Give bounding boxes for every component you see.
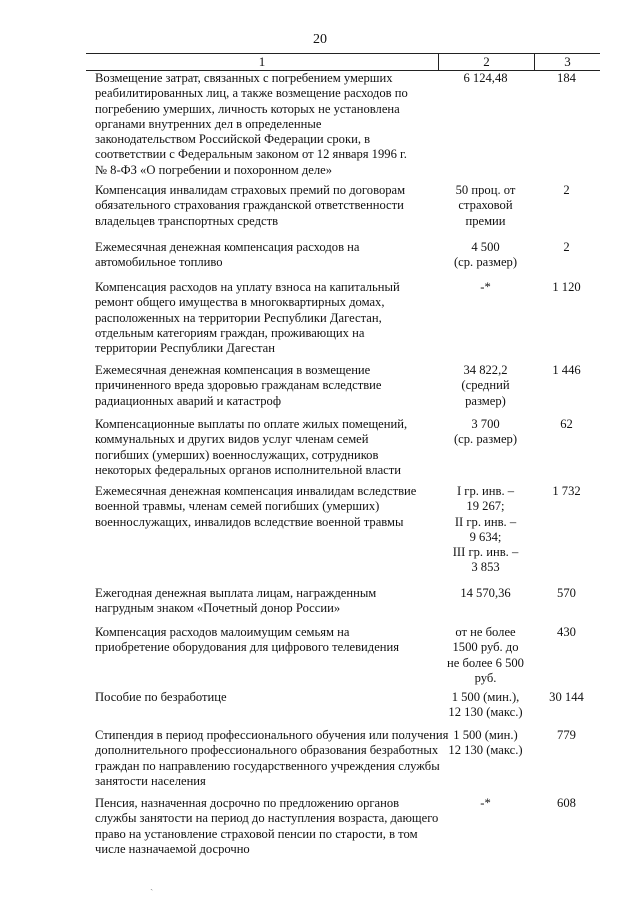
row-description xyxy=(86,240,438,271)
description-line: органами внутренних дел в определенные xyxy=(95,116,322,131)
amount-line: 14 570,36 xyxy=(460,586,511,600)
amount-line: II гр. инв. – xyxy=(454,514,517,529)
amount-line: III гр. инв. – xyxy=(452,545,519,560)
amount-line: (ср. размер) xyxy=(453,255,518,270)
amount-line: 12 130 (макс.) xyxy=(448,743,523,758)
benefits-table xyxy=(86,53,600,856)
description-line: Ежегодная денежная выплата лицам, награжденным xyxy=(95,586,377,600)
description-line: Компенсация инвалидам страховых премий по договорам xyxy=(95,183,406,197)
row-count: 2 xyxy=(563,240,570,254)
row-amount xyxy=(438,484,533,576)
amount-line: страховой xyxy=(458,198,513,213)
description-line: реабилитированных лиц, а также возмещение расходов по xyxy=(95,86,408,101)
table-row xyxy=(86,796,600,857)
table-row xyxy=(86,484,600,576)
page-number: 20 xyxy=(313,32,327,47)
row-count: 1 446 xyxy=(552,363,581,377)
amount-line: 34 822,2 xyxy=(463,363,508,377)
amount-line: 1 500 (мин.) xyxy=(453,728,518,742)
row-description xyxy=(86,183,438,229)
row-count: 1 120 xyxy=(552,280,581,294)
row-count: 1 732 xyxy=(552,484,581,498)
description-line: территории Республики Дагестан xyxy=(95,341,275,356)
description-line: некоторых федеральных органов исполнительной власти xyxy=(95,462,402,477)
description-line: Пенсия, назначенная досрочно по предложению органов xyxy=(95,796,400,810)
description-line: соответствии с Федеральным законом от 12 января 1996 г. xyxy=(95,147,407,162)
amount-line: 1500 руб. до xyxy=(452,640,519,655)
row-description xyxy=(86,728,449,789)
amount-line: от не более xyxy=(455,625,516,639)
table-row xyxy=(86,728,600,789)
row-amount xyxy=(438,586,533,617)
row-description xyxy=(86,690,438,721)
description-line: Компенсация расходов малоимущим семьям на xyxy=(95,625,350,639)
table-row xyxy=(86,71,600,178)
row-amount xyxy=(438,363,533,409)
description-line: Ежемесячная денежная компенсация инвалидам вследствие xyxy=(95,484,417,498)
table-row xyxy=(86,586,600,617)
row-amount xyxy=(438,240,533,271)
description-line: автомобильное топливо xyxy=(95,255,223,270)
row-amount xyxy=(438,417,533,478)
description-line: расположенных на территории Республики Дагестан, xyxy=(95,310,382,325)
row-count: 570 xyxy=(557,586,576,600)
description-line: отдельным категориям граждан, проживающих на xyxy=(95,325,365,340)
description-line: Ежемесячная денежная компенсация расходов на xyxy=(95,240,360,254)
scan-mark: ˏ xyxy=(150,880,154,891)
header-col-1: 1 xyxy=(86,54,439,70)
row-description xyxy=(86,417,438,478)
amount-line: премии xyxy=(465,213,506,228)
row-description xyxy=(86,280,438,356)
table-row xyxy=(86,363,600,409)
row-amount xyxy=(438,625,533,686)
amount-line: (средний xyxy=(461,378,510,393)
header-col-3: 3 xyxy=(564,54,571,69)
description-line: причиненного вреда здоровью гражданам вследствие xyxy=(95,378,382,393)
header-col-2: 2 xyxy=(439,54,535,70)
description-line: Компенсационные выплаты по оплате жилых помещений, xyxy=(95,417,408,431)
row-description xyxy=(86,586,438,617)
row-count: 62 xyxy=(560,417,573,431)
description-line: приобретение оборудования для цифрового телевидения xyxy=(95,640,400,655)
description-line: коммунальных и других видов услуг членам семей xyxy=(95,432,369,447)
row-count: 779 xyxy=(557,728,576,742)
description-line: погребению умерших, личность которых не установлена xyxy=(95,101,400,116)
description-line: владельцев транспортных средств xyxy=(95,213,279,228)
description-line: Стипендия в период профессионального обучения или получения xyxy=(95,728,449,742)
table-row xyxy=(86,280,600,356)
amount-line: 50 проц. от xyxy=(455,183,516,197)
description-line: дополнительного профессионального образования безработных xyxy=(95,743,439,758)
description-line: Возмещение затрат, связанных с погребением умерших xyxy=(95,71,393,85)
row-count: 608 xyxy=(557,796,576,810)
amount-line: -* xyxy=(480,796,491,810)
amount-line: 1 500 (мин.), xyxy=(451,690,520,704)
amount-line: размер) xyxy=(465,393,506,408)
description-line: Пособие по безработице xyxy=(95,690,227,704)
row-amount xyxy=(438,728,533,789)
amount-line: -* xyxy=(480,280,491,294)
row-amount xyxy=(438,280,533,356)
row-count: 30 144 xyxy=(549,690,584,704)
description-line: № 8-ФЗ «О погребении и похоронном деле» xyxy=(95,162,333,177)
table-row xyxy=(86,625,600,686)
amount-line: не более 6 500 xyxy=(447,655,524,670)
description-line: обязательного страхования гражданской ответственности xyxy=(95,198,404,213)
description-line: Ежемесячная денежная компенсация в возмещение xyxy=(95,363,371,377)
amount-line: 3 700 xyxy=(471,417,500,431)
amount-line: 19 267; xyxy=(466,499,505,514)
description-line: военнослужащих, инвалидов вследствие военной травмы xyxy=(95,514,404,529)
description-line: Компенсация расходов на уплату взноса на капитальный xyxy=(95,280,400,294)
row-count: 184 xyxy=(557,71,576,85)
amount-line: 6 124,48 xyxy=(463,71,508,85)
amount-line: 4 500 xyxy=(471,240,500,254)
table-header xyxy=(86,53,600,71)
description-line: граждан по направлению государственного учреждения службы xyxy=(95,758,440,773)
row-description xyxy=(86,484,438,576)
row-amount xyxy=(438,71,533,178)
row-description xyxy=(86,796,438,857)
row-description xyxy=(86,363,438,409)
description-line: военной травмы, членам семей погибших (умерших) xyxy=(95,499,380,514)
table-row xyxy=(86,690,600,721)
amount-line: руб. xyxy=(474,670,497,685)
description-line: погибших (умерших) военнослужащих, сотрудников xyxy=(95,447,379,462)
row-amount xyxy=(438,183,533,229)
description-line: радиационных аварий и катастроф xyxy=(95,393,281,408)
amount-line: I гр. инв. – xyxy=(456,484,515,498)
description-line: ремонт общего имущества в многоквартирных домах, xyxy=(95,295,385,310)
row-amount xyxy=(438,690,533,721)
row-amount xyxy=(438,796,533,857)
amount-line: 9 634; xyxy=(469,529,502,544)
row-description xyxy=(86,71,438,178)
row-description xyxy=(86,625,438,686)
amount-line: 12 130 (макс.) xyxy=(448,705,523,720)
description-line: нагрудным знаком «Почетный донор России» xyxy=(95,601,341,616)
description-line: числе назначаемой досрочно xyxy=(95,841,250,856)
description-line: право на установление страховой пенсии по старости, в том xyxy=(95,826,418,841)
description-line: законодательством Российской Федерации сроки, в xyxy=(95,132,371,147)
row-count: 2 xyxy=(563,183,570,197)
description-line: занятости населения xyxy=(95,773,206,788)
description-line: службы занятости на период до наступления возраста, дающего xyxy=(95,811,439,826)
row-count: 430 xyxy=(557,625,576,639)
amount-line: 3 853 xyxy=(471,560,500,575)
table-row xyxy=(86,183,600,229)
table-row xyxy=(86,240,600,271)
table-row xyxy=(86,417,600,478)
amount-line: (ср. размер) xyxy=(453,432,518,447)
